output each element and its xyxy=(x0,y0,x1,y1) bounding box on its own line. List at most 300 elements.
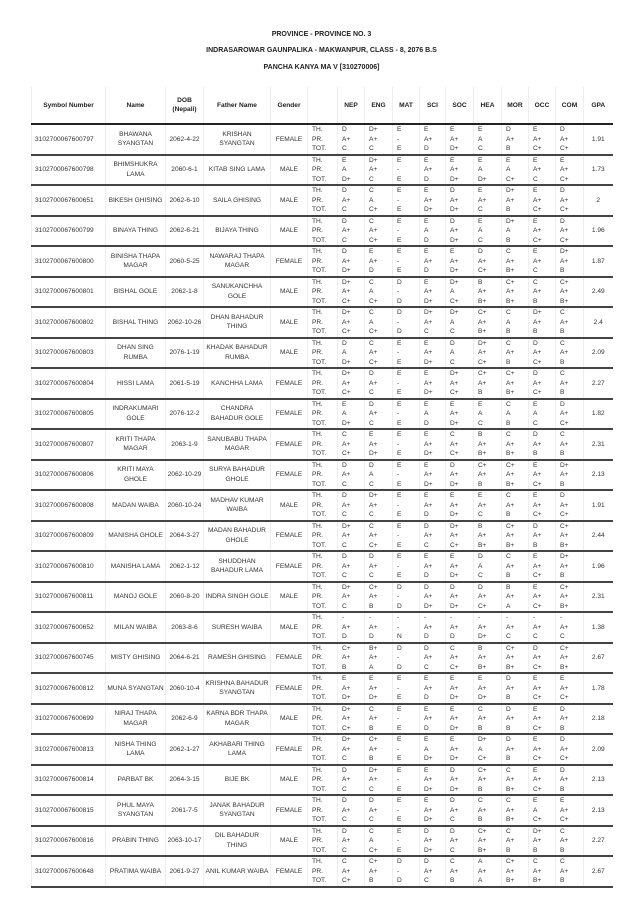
grade-th: C xyxy=(478,797,483,804)
student-name-cell: INDRAKUMARI GOLE xyxy=(106,399,166,430)
grade-tot: A xyxy=(369,663,374,671)
grade-th: D+ xyxy=(342,278,351,286)
grade-tot: D+ xyxy=(450,236,459,244)
grade-cell-com xyxy=(556,368,584,399)
grade-th: D+ xyxy=(369,126,378,133)
gender-cell: FEMALE xyxy=(271,795,308,826)
grade-cell-eng xyxy=(365,460,393,491)
grade-cell-hea xyxy=(474,399,502,430)
grade-th: E xyxy=(424,278,429,286)
grade-cell-soc xyxy=(446,765,474,796)
grade-th: D xyxy=(450,583,455,591)
grade-cell-com xyxy=(556,155,584,186)
grade-cell-mor xyxy=(502,185,529,216)
grade-pr: A+ xyxy=(342,654,351,661)
gender-cell: MALE xyxy=(271,490,308,521)
grade-th: C xyxy=(506,766,511,774)
grade-tot: E xyxy=(397,541,402,549)
grade-pr: A+ xyxy=(506,196,515,204)
grade-tot: E xyxy=(397,358,402,366)
grade-tot: D+ xyxy=(450,145,459,152)
col-gender: Gender xyxy=(271,87,308,124)
grade-th: - xyxy=(369,614,372,621)
grade-cell-mat xyxy=(393,124,420,155)
grade-th: D+ xyxy=(342,705,351,713)
table-row xyxy=(32,551,613,582)
grade-pr: - xyxy=(397,562,400,570)
grade-th: D xyxy=(533,339,538,347)
grade-cell-com xyxy=(556,124,584,155)
grade-cell-soc xyxy=(446,612,474,643)
grade-th: E xyxy=(397,187,402,194)
grade-pr: A+ xyxy=(506,684,515,692)
grade-cell-com xyxy=(556,185,584,216)
grade-th: C xyxy=(560,370,565,377)
grade-cell-sci xyxy=(420,582,446,613)
grade-tot: B xyxy=(560,389,565,396)
grade-pr: A+ xyxy=(560,532,569,539)
grade-pr: A+ xyxy=(369,867,378,875)
grade-pr: A+ xyxy=(506,623,515,631)
grade-tot: C xyxy=(342,511,347,518)
symbol-number-cell: 3102700067600810 xyxy=(32,551,106,582)
grade-cell-soc xyxy=(446,856,474,887)
grade-th: D xyxy=(369,370,374,377)
grade-tot: B xyxy=(506,694,511,701)
grade-th: B xyxy=(478,278,483,286)
grade-pr: A+ xyxy=(506,745,515,753)
grade-pr: A+ xyxy=(369,379,378,387)
grade-pr: A+ xyxy=(506,654,515,661)
grade-th: D+ xyxy=(342,522,351,530)
gpa-cell: 2.44 xyxy=(584,521,613,552)
grade-th: - xyxy=(506,614,509,621)
father-name-cell: ANIL KUMAR WAIBA xyxy=(204,856,271,887)
symbol-number-cell: 3102700067600816 xyxy=(32,826,106,857)
symbol-number-cell: 3102700067600802 xyxy=(32,307,106,338)
symbol-number-cell: 3102700067600803 xyxy=(32,338,106,369)
gender-cell: MALE xyxy=(271,216,308,247)
grade-tot: C xyxy=(342,541,347,549)
row-type-label: TH. xyxy=(312,705,323,713)
row-type-label: TH. xyxy=(312,553,323,560)
gender-cell: FEMALE xyxy=(271,246,308,277)
grade-pr: A+ xyxy=(560,471,569,478)
grade-pr: A+ xyxy=(342,440,351,448)
grade-tot: C+ xyxy=(560,816,569,823)
grade-tot: B xyxy=(533,846,538,854)
grade-pr: A+ xyxy=(533,166,542,173)
grade-cell-occ xyxy=(529,216,556,247)
grade-pr: A+ xyxy=(450,776,459,783)
grade-th: D xyxy=(397,583,402,591)
grade-pr: A+ xyxy=(478,654,487,661)
grade-tot: C xyxy=(478,572,483,579)
grade-th: D+ xyxy=(533,309,542,316)
grade-pr: A+ xyxy=(369,410,378,417)
row-type-labels xyxy=(308,460,338,491)
row-type-labels xyxy=(308,612,338,643)
grade-pr: A+ xyxy=(424,257,433,265)
grade-tot: B+ xyxy=(478,328,487,335)
grade-tot: B xyxy=(560,785,565,793)
grade-cell-sci xyxy=(420,551,446,582)
grade-pr: A+ xyxy=(450,135,459,143)
father-name-cell: AKHABARI THING LAMA xyxy=(204,734,271,765)
grade-cell-mor xyxy=(502,246,529,277)
student-name-cell: NISHA THING LAMA xyxy=(106,734,166,765)
row-type-label: TOT. xyxy=(312,846,327,854)
row-type-label: TOT. xyxy=(312,206,327,213)
dob-cell: 2062-1-12 xyxy=(166,551,204,582)
gender-cell: FEMALE xyxy=(271,643,308,674)
row-type-label: PR. xyxy=(312,745,323,753)
dob-cell: 2076-1-19 xyxy=(166,338,204,369)
grade-tot: D+ xyxy=(450,755,459,762)
grade-th: D xyxy=(424,522,429,530)
grade-th: E xyxy=(397,370,402,377)
grade-pr: A+ xyxy=(342,227,351,234)
grade-cell-hea xyxy=(474,582,502,613)
grade-pr: A+ xyxy=(533,471,542,478)
grade-tot: D+ xyxy=(369,694,378,701)
grade-cell-soc xyxy=(446,307,474,338)
grade-pr: A+ xyxy=(424,593,433,600)
grade-th: C xyxy=(369,705,374,713)
grade-th: D+ xyxy=(478,736,487,743)
grade-th: D xyxy=(450,217,455,225)
symbol-number-cell: 3102700067600799 xyxy=(32,216,106,247)
grade-th: D+ xyxy=(560,553,569,560)
grade-th: B+ xyxy=(369,644,378,652)
grade-cell-sci xyxy=(420,765,446,796)
grade-tot: C xyxy=(478,419,483,427)
grade-tot: B xyxy=(506,724,511,732)
grade-pr: A+ xyxy=(424,715,433,722)
grade-pr: A+ xyxy=(342,684,351,692)
grade-tot: C+ xyxy=(342,450,351,457)
grade-pr: - xyxy=(397,532,400,539)
grade-th: D+ xyxy=(369,492,378,499)
grade-th: D xyxy=(506,126,511,133)
grade-th: D xyxy=(560,217,565,225)
grade-cell-mor xyxy=(502,521,529,552)
dob-cell: 2063-1-9 xyxy=(166,429,204,460)
grade-tot: B xyxy=(369,724,374,732)
grade-tot: C xyxy=(342,755,347,762)
grade-cell-eng xyxy=(365,338,393,369)
grade-tot: D xyxy=(424,267,429,274)
grade-tot: D xyxy=(424,572,429,579)
father-name-cell: MADHAV KUMAR WAIBA xyxy=(204,490,271,521)
grade-pr: A xyxy=(369,288,374,295)
grade-pr: A+ xyxy=(369,166,378,173)
grade-th: E xyxy=(450,492,455,499)
grade-th: B xyxy=(478,644,483,652)
gpa-cell: 1.87 xyxy=(584,246,613,277)
gender-cell: MALE xyxy=(271,826,308,857)
col-mat: MAT xyxy=(393,87,420,124)
col-mor: MOR xyxy=(502,87,529,124)
grade-cell-nep xyxy=(338,277,365,308)
grade-tot: E xyxy=(397,694,402,701)
grade-th: D+ xyxy=(369,766,378,774)
grade-tot: D xyxy=(450,633,455,640)
dob-cell: 2062-1-8 xyxy=(166,277,204,308)
grade-tot: B xyxy=(560,846,565,854)
grade-cell-mor xyxy=(502,368,529,399)
col-dob: DOB (Nepali) xyxy=(166,87,204,124)
grade-cell-occ xyxy=(529,551,556,582)
dob-cell: 2060-10-4 xyxy=(166,673,204,704)
grade-tot: D xyxy=(424,724,429,732)
grade-pr: A+ xyxy=(506,837,515,844)
grade-pr: A+ xyxy=(424,440,433,448)
table-row xyxy=(32,582,613,613)
row-type-label: PR. xyxy=(312,654,323,661)
grade-th: E xyxy=(478,217,483,225)
gender-cell: MALE xyxy=(271,582,308,613)
grade-pr: A+ xyxy=(342,471,351,478)
grade-th: B xyxy=(478,431,483,438)
grade-pr: A xyxy=(478,135,483,143)
row-type-label: TH. xyxy=(312,400,323,408)
row-type-labels xyxy=(308,551,338,582)
grade-pr: A+ xyxy=(450,806,459,814)
grade-tot: D+ xyxy=(478,694,487,701)
grade-th: E xyxy=(478,492,483,499)
grade-th: E xyxy=(424,217,429,225)
grade-tot: B+ xyxy=(478,297,487,305)
grade-cell-com xyxy=(556,612,584,643)
father-name-cell: SURESH WAIBA xyxy=(204,612,271,643)
grade-tot: D+ xyxy=(424,450,433,457)
grade-cell-occ xyxy=(529,765,556,796)
grade-cell-occ xyxy=(529,185,556,216)
grade-cell-occ xyxy=(529,155,556,186)
grade-tot: D xyxy=(424,175,429,183)
grade-tot: C+ xyxy=(450,450,459,457)
grade-pr: A xyxy=(478,745,483,753)
gpa-cell: 2.13 xyxy=(584,460,613,491)
dob-cell: 2062-6-10 xyxy=(166,185,204,216)
grade-cell-eng xyxy=(365,277,393,308)
grade-tot: D xyxy=(342,633,347,640)
grade-tot: D+ xyxy=(369,450,378,457)
grade-tot: B xyxy=(478,816,483,823)
grade-pr: A+ xyxy=(560,501,569,509)
gpa-cell: 1.82 xyxy=(584,399,613,430)
grade-cell-nep xyxy=(338,765,365,796)
grade-cell-soc xyxy=(446,460,474,491)
symbol-number-cell: 3102700067600808 xyxy=(32,490,106,521)
grade-cell-sci xyxy=(420,338,446,369)
grade-th: E xyxy=(450,400,455,408)
grade-tot: C xyxy=(450,846,455,854)
grade-tot: D+ xyxy=(424,389,433,396)
grade-th: A xyxy=(478,858,483,865)
grade-th: E xyxy=(424,705,429,713)
grade-cell-mor xyxy=(502,124,529,155)
grade-cell-sci xyxy=(420,734,446,765)
grade-tot: B xyxy=(506,511,511,518)
student-name-cell: PRATIMA WAIBA xyxy=(106,856,166,887)
row-type-label: TOT. xyxy=(312,267,327,274)
gender-cell: FEMALE xyxy=(271,368,308,399)
grade-cell-occ xyxy=(529,521,556,552)
grade-pr: - xyxy=(397,623,400,631)
grade-tot: B+ xyxy=(478,450,487,457)
grade-cell-soc xyxy=(446,429,474,460)
grade-tot: B xyxy=(506,358,511,366)
grade-th: E xyxy=(533,400,538,408)
grade-pr: A+ xyxy=(342,745,351,753)
grade-cell-com xyxy=(556,704,584,735)
grade-pr: A+ xyxy=(560,684,569,692)
grade-pr: A+ xyxy=(533,440,542,448)
grade-th: D xyxy=(560,400,565,408)
col-type xyxy=(308,87,338,124)
grade-cell-mat xyxy=(393,490,420,521)
grade-cell-com xyxy=(556,734,584,765)
grade-cell-sci xyxy=(420,277,446,308)
grade-cell-occ xyxy=(529,368,556,399)
grade-tot: C xyxy=(533,175,538,183)
gpa-cell: 1.38 xyxy=(584,612,613,643)
grade-tot: C+ xyxy=(478,358,487,366)
grade-cell-occ xyxy=(529,460,556,491)
grade-pr: A+ xyxy=(506,593,515,600)
grade-pr: A+ xyxy=(342,501,351,509)
grade-th: D xyxy=(560,736,565,743)
symbol-number-cell: 3102700067600797 xyxy=(32,124,106,155)
grade-th: - xyxy=(342,614,345,621)
grade-pr: A xyxy=(342,166,347,173)
grade-th: E xyxy=(397,400,402,408)
row-type-label: TH. xyxy=(312,522,323,530)
grade-tot: E xyxy=(397,175,402,183)
grade-th: C+ xyxy=(506,644,515,652)
grade-tot: B+ xyxy=(506,877,515,884)
father-name-cell: BIJE BK xyxy=(204,765,271,796)
grade-cell-mat xyxy=(393,338,420,369)
grade-th: E xyxy=(450,553,455,560)
grade-pr: A+ xyxy=(450,593,459,600)
grade-th: E xyxy=(424,156,429,164)
grade-tot: C xyxy=(342,206,347,213)
grade-tot: D+ xyxy=(450,694,459,701)
row-type-label: TH. xyxy=(312,492,323,499)
header-row xyxy=(32,87,613,124)
row-type-label: TOT. xyxy=(312,572,327,579)
grade-pr: A+ xyxy=(506,867,515,875)
grade-cell-mat xyxy=(393,673,420,704)
row-type-labels xyxy=(308,521,338,552)
grade-pr: A+ xyxy=(424,532,433,539)
grade-th: E xyxy=(533,736,538,743)
grade-cell-mat xyxy=(393,795,420,826)
grade-pr: A+ xyxy=(560,410,569,417)
grade-th: C xyxy=(369,217,374,225)
row-type-label: TH. xyxy=(312,675,323,682)
grade-pr: - xyxy=(397,654,400,661)
symbol-number-cell: 3102700067600801 xyxy=(32,277,106,308)
grade-th: D xyxy=(450,187,455,194)
grade-tot: B+ xyxy=(506,450,515,457)
row-type-label: TOT. xyxy=(312,541,327,549)
grade-cell-sci xyxy=(420,673,446,704)
row-type-labels xyxy=(308,490,338,521)
grade-cell-nep xyxy=(338,460,365,491)
grade-cell-eng xyxy=(365,124,393,155)
father-name-cell: CHANDRA BAHADUR GOLE xyxy=(204,399,271,430)
student-name-cell: BHAWANA SYANGTAN xyxy=(106,124,166,155)
grade-pr: A+ xyxy=(369,654,378,661)
grade-tot: D xyxy=(397,663,402,671)
grade-cell-mat xyxy=(393,185,420,216)
grade-pr: A+ xyxy=(424,349,433,356)
grade-tot: B+ xyxy=(506,785,515,793)
grade-cell-nep xyxy=(338,216,365,247)
row-type-label: TOT. xyxy=(312,389,327,396)
grade-cell-nep xyxy=(338,551,365,582)
grade-pr: A+ xyxy=(560,349,569,356)
dob-cell: 2063-8-6 xyxy=(166,612,204,643)
student-name-cell: MANISHA GHOLE xyxy=(106,521,166,552)
grade-tot: D xyxy=(397,328,402,335)
grade-th: E xyxy=(533,705,538,713)
father-name-cell: INDRA SINGH GOLE xyxy=(204,582,271,613)
gender-cell: MALE xyxy=(271,612,308,643)
grade-tot: D xyxy=(424,694,429,701)
grade-pr: A+ xyxy=(369,745,378,753)
grade-tot: C xyxy=(424,328,429,335)
row-type-label: PR. xyxy=(312,867,323,875)
symbol-number-cell: 3102700067600809 xyxy=(32,521,106,552)
grade-cell-hea xyxy=(474,368,502,399)
grade-th: B xyxy=(478,522,483,530)
grade-cell-soc xyxy=(446,246,474,277)
grade-cell-sci xyxy=(420,704,446,735)
grade-th: D xyxy=(342,126,347,133)
grade-tot: B+ xyxy=(478,541,487,549)
row-type-label: PR. xyxy=(312,166,323,173)
grade-th: E xyxy=(397,339,402,347)
row-type-labels xyxy=(308,826,338,857)
grade-tot: B xyxy=(560,267,565,274)
grade-th: C+ xyxy=(478,309,487,316)
grade-pr: A+ xyxy=(369,135,378,143)
grade-tot: C+ xyxy=(342,328,351,335)
gender-cell: MALE xyxy=(271,155,308,186)
grade-cell-nep xyxy=(338,612,365,643)
grade-tot: C+ xyxy=(533,755,542,762)
grade-cell-mor xyxy=(502,277,529,308)
grade-cell-mat xyxy=(393,765,420,796)
row-type-label: TOT. xyxy=(312,816,327,823)
grade-pr: A+ xyxy=(533,684,542,692)
grade-th: D+ xyxy=(424,309,433,316)
student-name-cell: MISTY GHISING xyxy=(106,643,166,674)
table-row xyxy=(32,765,613,796)
grade-tot: B xyxy=(506,328,511,335)
grade-th: D xyxy=(397,309,402,316)
grade-cell-eng xyxy=(365,704,393,735)
grade-cell-mat xyxy=(393,399,420,430)
grade-cell-hea xyxy=(474,124,502,155)
grade-tot: C xyxy=(533,267,538,274)
grade-th: E xyxy=(450,736,455,743)
